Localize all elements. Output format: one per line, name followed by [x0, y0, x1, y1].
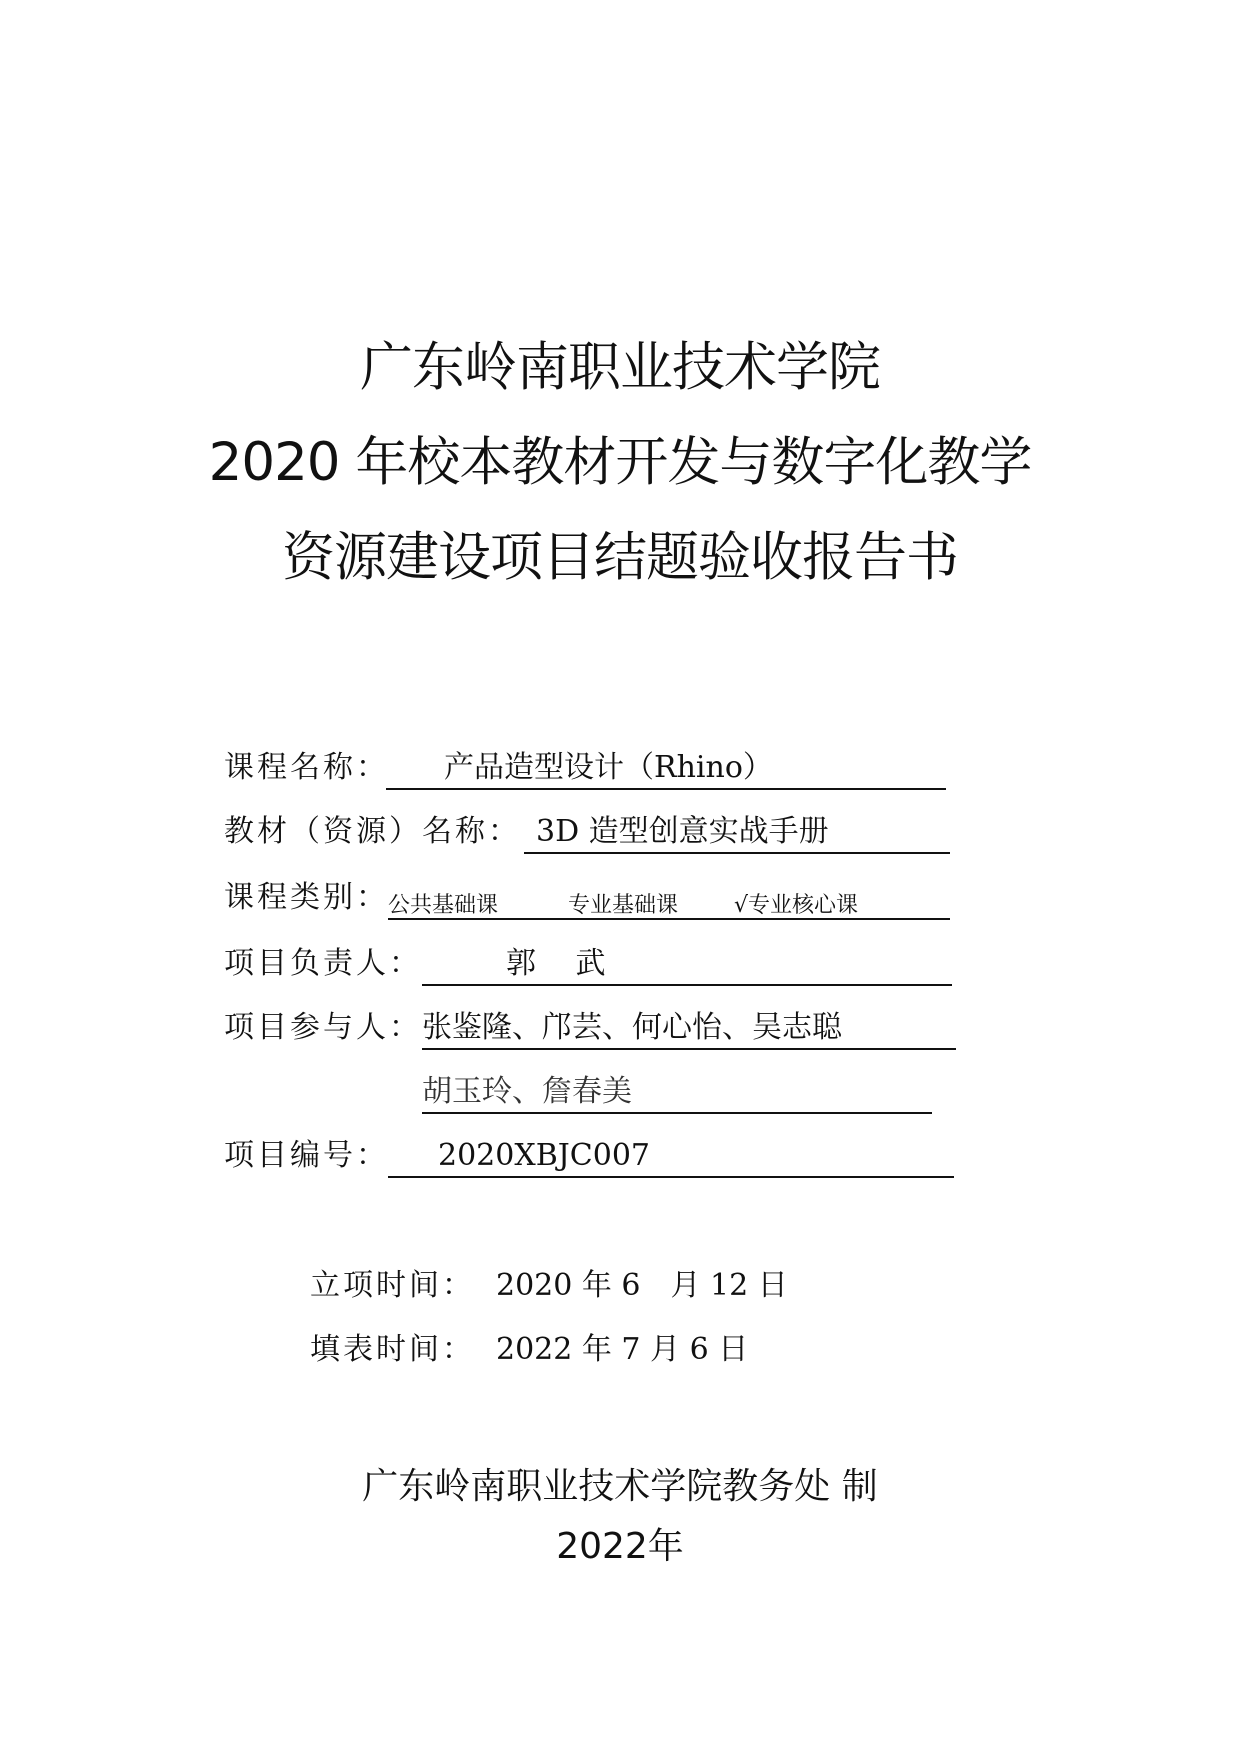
issuer-line: 广东岭南职业技术学院教务处 制 [362, 1466, 878, 1507]
course-type-label: 课程类别： [224, 880, 389, 915]
title-line-1: 广东岭南职业技术学院 [360, 337, 880, 398]
leader-field [422, 942, 952, 986]
title-line-2: 2020 年校本教材开发与数字化教学 [208, 432, 1032, 493]
project-number-label: 项目编号： [224, 1138, 389, 1173]
participants-field-line-1 [422, 1006, 956, 1050]
fill-date-row [310, 1328, 748, 1372]
title-line-3: 资源建设项目结题验收报告书 [282, 527, 958, 588]
course-name-field [386, 746, 946, 790]
course-type-option-public: 公共基础课 [388, 893, 499, 918]
course-type-option-core: √专业核心课 [734, 893, 859, 918]
document-title [0, 320, 1240, 605]
participants-value-line-2: 胡玉玲、詹春美 [422, 1074, 632, 1109]
start-date-label: 立项时间： [310, 1268, 475, 1303]
participants-label: 项目参与人： [224, 1010, 422, 1045]
leader-label: 项目负责人： [224, 946, 422, 981]
participants-row-2 [422, 1070, 942, 1116]
leader-row [224, 942, 944, 988]
start-date-row [310, 1264, 788, 1308]
project-number-row [224, 1134, 944, 1180]
material-name-label: 教材（资源）名称： [224, 814, 521, 849]
fill-date-label: 填表时间： [310, 1332, 475, 1367]
material-name-row [224, 810, 944, 856]
start-date-value: 2020 年 6 月 12 日 [496, 1268, 788, 1303]
material-name-value: 3D 造型创意实战手册 [536, 814, 829, 849]
fill-date-value: 2022 年 7 月 6 日 [496, 1332, 749, 1367]
participants-row [224, 1006, 944, 1052]
course-type-option-basic: 专业基础课 [568, 893, 679, 918]
issue-year: 2022年 [556, 1526, 684, 1567]
participants-field-line-2 [422, 1070, 932, 1114]
course-name-value: 产品造型设计（Rhino） [444, 750, 773, 785]
material-name-field [524, 810, 950, 854]
project-number-value: 2020XBJC007 [438, 1138, 650, 1173]
course-type-field [388, 876, 950, 920]
leader-value: 郭 武 [506, 946, 606, 981]
course-name-label: 课程名称： [224, 750, 389, 785]
project-number-field [388, 1134, 954, 1178]
course-name-row [224, 746, 944, 792]
course-type-row [224, 876, 944, 922]
participants-value-line-1: 张鉴隆、邝芸、何心怡、吴志聪 [422, 1010, 842, 1045]
